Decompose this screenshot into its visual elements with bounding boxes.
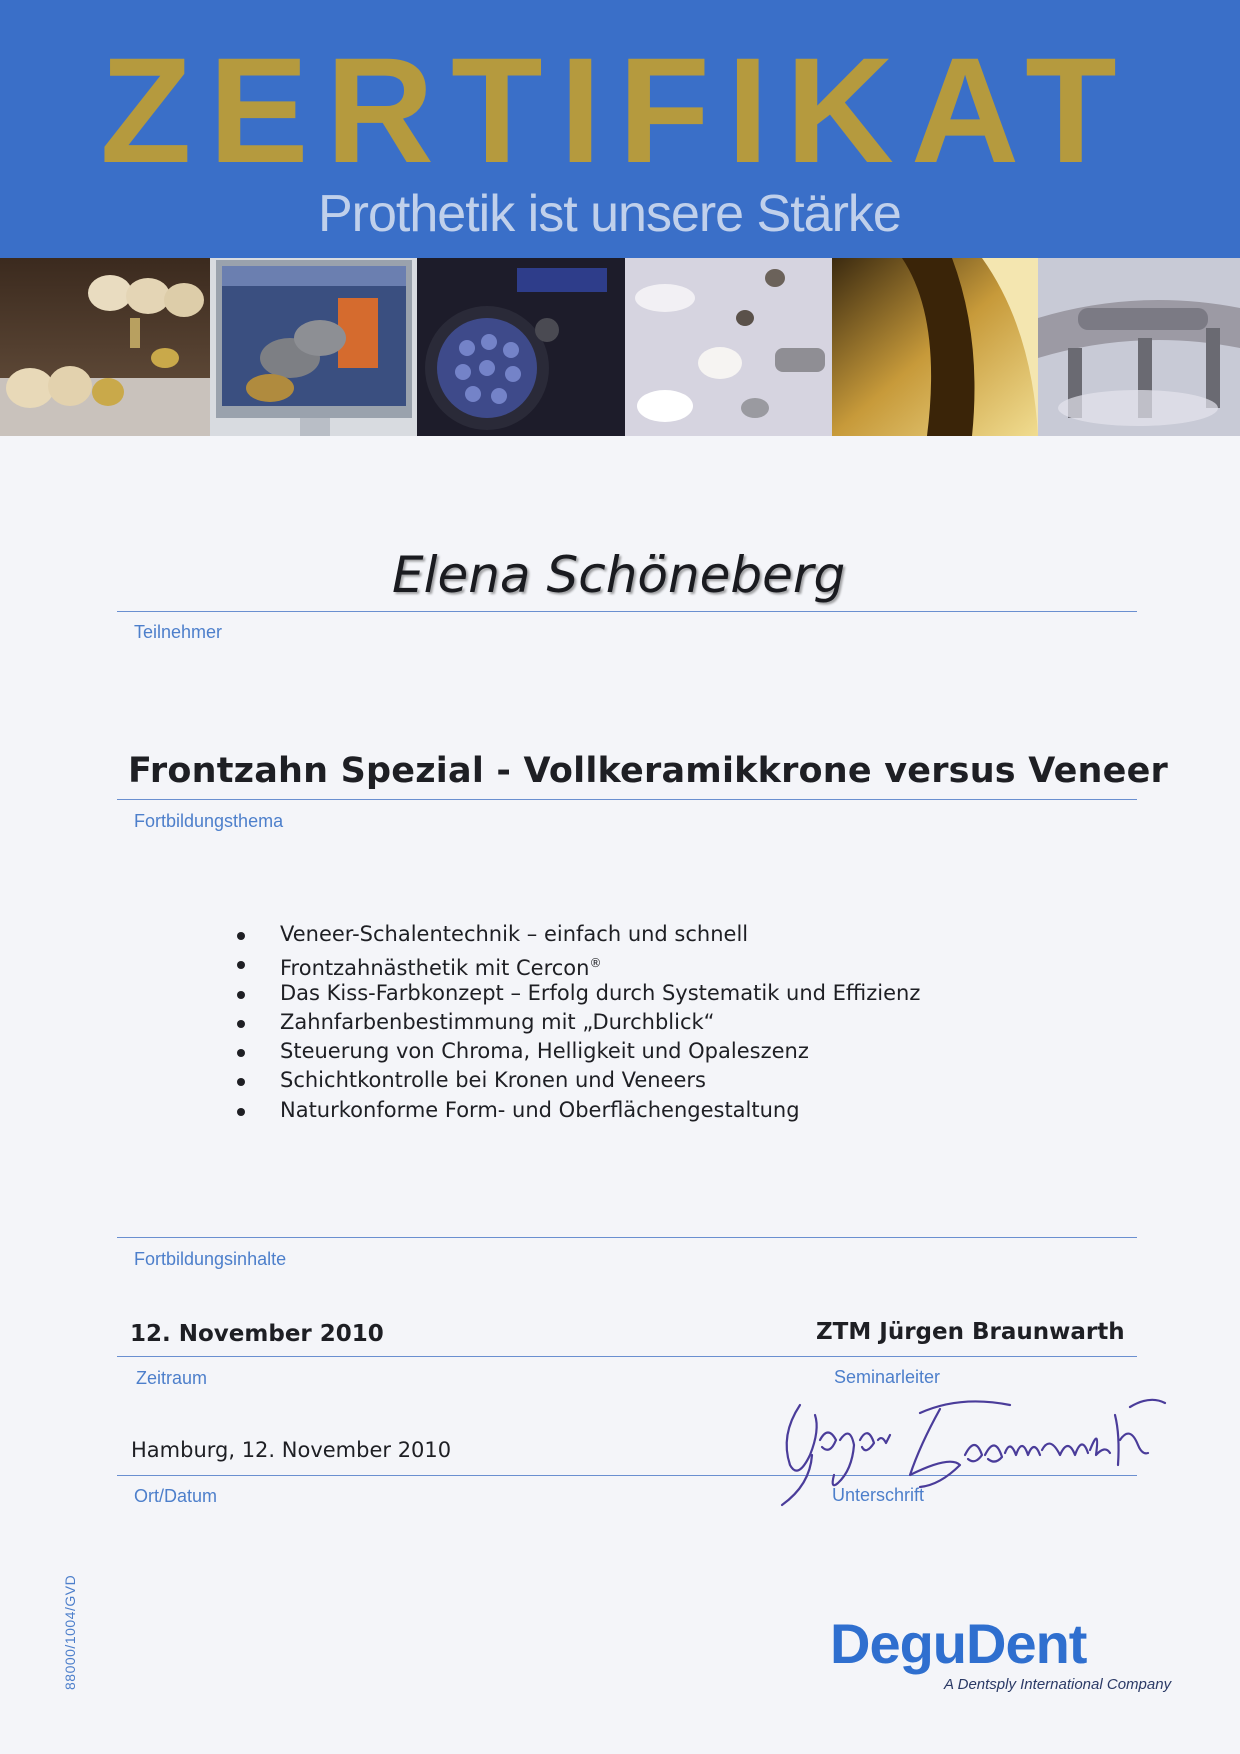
course-contents-list: [232, 920, 1032, 1125]
degudent-logo: DeguDent: [830, 1612, 1087, 1675]
participant-name: Elena Schöneberg: [392, 546, 846, 604]
place-date-label: Ort/Datum: [134, 1486, 218, 1506]
participant-line: [117, 611, 1137, 612]
list-item: Schichtkontrolle bei Kronen und Veneers: [232, 1066, 1032, 1095]
tooth-closeup-photo: [832, 258, 1038, 436]
place-date-value: Hamburg, 12. November 2010: [131, 1438, 452, 1462]
list-item: Frontzahnästhetik mit Cercon®: [232, 949, 1032, 978]
contents-label: Fortbildungsinhalte: [134, 1249, 287, 1269]
bullet-icon: [237, 1078, 245, 1086]
bullet-icon: [237, 961, 245, 969]
certificate-title: ZERTIFIKAT: [100, 26, 1134, 194]
implant-bridge-photo: [1038, 258, 1240, 436]
signature-label: Unterschrift: [832, 1485, 925, 1505]
instructor-value: ZTM Jürgen Braunwarth: [816, 1319, 1125, 1345]
form-code: 88000/1004/GVD: [62, 1574, 78, 1690]
topic-label: Fortbildungsthema: [134, 811, 284, 831]
bullet-icon: [237, 1108, 245, 1116]
list-item: Zahnfarbenbestimmung mit „Durchblick“: [232, 1008, 1032, 1037]
registered-mark: ®: [589, 956, 602, 971]
handwritten-signature: [770, 1395, 1170, 1510]
dental-crowns-photo: [0, 258, 210, 436]
logo-tagline: A Dentsply International Company: [944, 1676, 1172, 1693]
participant-label: Teilnehmer: [134, 622, 223, 642]
bullet-icon: [237, 1020, 245, 1028]
course-topic: Frontzahn Spezial - Vollkeramikkrone versus Veneer: [128, 751, 1168, 791]
period-label: Zeitraum: [136, 1368, 208, 1388]
instructor-label: Seminarleiter: [834, 1367, 941, 1387]
header-band: [0, 0, 1240, 258]
bullet-icon: [237, 1049, 245, 1057]
bullet-icon: [237, 991, 245, 999]
furnace-photo: [417, 258, 625, 436]
bullet-icon: [237, 932, 245, 940]
list-item: Steuerung von Chroma, Helligkeit und Opaleszenz: [232, 1037, 1032, 1066]
list-item: Naturkonforme Form- und Oberflächengestaltung: [232, 1096, 1032, 1125]
ceramic-parts-photo: [625, 258, 832, 436]
contents-line: [117, 1237, 1137, 1238]
certificate-subtitle: Prothetik ist unsere Stärke: [318, 185, 901, 243]
list-item: Das Kiss-Farbkonzept – Erfolg durch Systematik und Effizienz: [232, 979, 1032, 1008]
topic-line: [117, 799, 1137, 800]
photo-strip: [0, 258, 1240, 436]
cad-monitor-photo: [210, 258, 417, 436]
list-item: Veneer-Schalentechnik – einfach und schnell: [232, 920, 1032, 949]
period-value: 12. November 2010: [130, 1321, 384, 1347]
period-line: [117, 1356, 1137, 1357]
